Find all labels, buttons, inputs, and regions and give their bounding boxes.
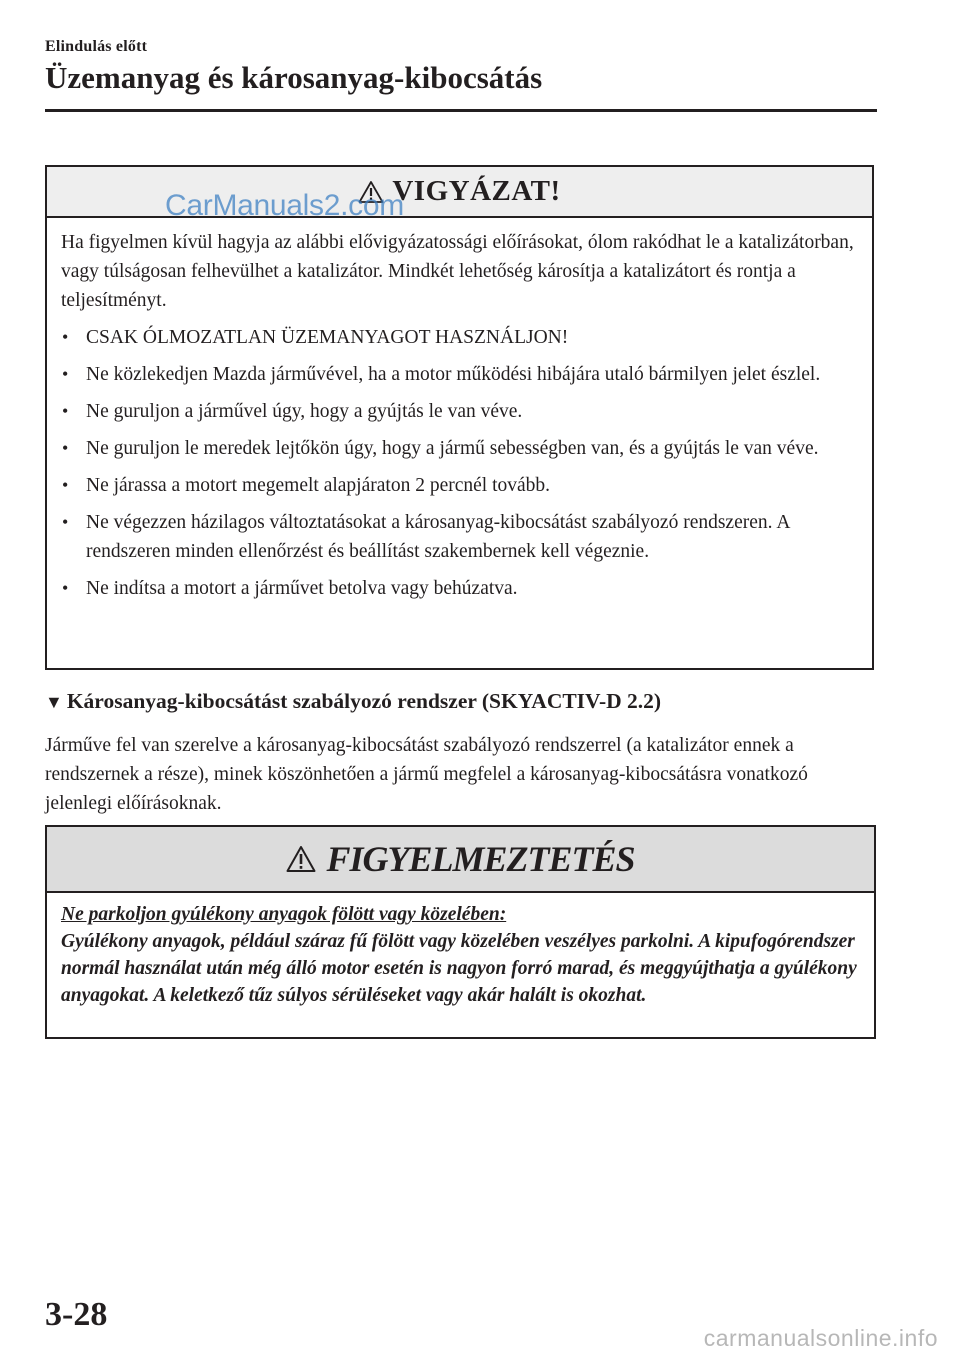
section-heading xyxy=(45,686,875,717)
caution-item xyxy=(61,360,854,389)
caution-item-text: Ne indítsa a motort a járművet betolva vagy behúzatva. xyxy=(86,578,518,599)
bullet-mark: • xyxy=(62,512,69,532)
section-paragraph: Járműve fel van szerelve a károsanyag-kibocsátást szabályozó rendszerrel (a katalizátor ennek a rendszernek a része), minek köszönhetően a jármű megfelel a károsanyag-kibocsátásra vonatkozó jelenlegi előírásoknak. xyxy=(45,735,808,814)
caution-item-text: CSAK ÓLMOZATLAN ÜZEMANYAGOT HASZNÁLJON! xyxy=(86,327,569,348)
caution-title: VIGYÁZAT! xyxy=(392,175,561,207)
bullet-mark: • xyxy=(62,475,69,495)
caution-item-text: Ne végezzen házilagos változtatásokat a károsanyag-kibocsátást szabályozó rendszeren. A rendszeren minden ellenőrzést és beállítást szakembernek kell végeznie. xyxy=(86,512,790,562)
warning-header xyxy=(47,827,874,893)
caution-intro: Ha figyelmen kívül hagyja az alábbi elővigyázatossági előírásokat, ólom rakódhat le a katalizátorban, vagy túlságosan felhevülhet a katalizátor. Mindkét lehetőség károsítja a katalizátort és rontja a teljesítményt. xyxy=(61,232,854,311)
warning-lead: Ne parkoljon gyúlékony anyagok fölött vagy közelében: xyxy=(61,904,507,925)
warning-triangle-icon xyxy=(286,845,316,873)
caution-item xyxy=(61,434,854,463)
caution-item-text: Ne guruljon a járművel úgy, hogy a gyújtás le van véve. xyxy=(86,401,523,422)
caution-header xyxy=(47,167,872,222)
bullet-mark: • xyxy=(62,438,69,458)
caution-item-text: Ne guruljon le meredek lejtőkön úgy, hogy a jármű sebességben van, és a gyújtás le van véve. xyxy=(86,438,819,459)
warning-box xyxy=(45,825,876,1039)
caution-item xyxy=(61,471,854,500)
bullet-mark: • xyxy=(62,364,69,384)
warning-body xyxy=(47,893,874,1009)
caution-body xyxy=(47,218,872,603)
down-triangle-icon: ▼ xyxy=(45,692,63,712)
page-title: Üzemanyag és károsanyag-kibocsátás xyxy=(45,60,543,95)
caution-item xyxy=(61,323,854,352)
caution-item-text: Ne közlekedjen Mazda járművével, ha a motor működési hibájára utaló bármilyen jelet észlel. xyxy=(86,364,821,385)
bullet-mark: • xyxy=(62,578,69,598)
caution-item xyxy=(61,574,854,603)
caution-box xyxy=(45,165,874,670)
watermark: CarManuals2.com xyxy=(165,189,404,222)
section-heading-text: Károsanyag-kibocsátást szabályozó rendszer (SKYACTIV-D 2.2) xyxy=(66,689,662,713)
warning-text: Gyúlékony anyagok, például száraz fű fölött vagy közelében veszélyes parkolni. A kipufogórendszer normál használat után még álló motor esetén is nagyon forró marad, és meggyújthatja a gyúlékony anyagokat. A keletkező tűz súlyos sérüléseket vagy akár halált is okozhat. xyxy=(61,931,857,1006)
caution-item xyxy=(61,397,854,426)
caution-list xyxy=(61,323,854,603)
bullet-mark: • xyxy=(62,401,69,421)
bullet-mark: • xyxy=(62,327,69,347)
section-kicker: Elindulás előtt xyxy=(45,38,148,55)
page-number: 3-28 xyxy=(45,1296,108,1333)
caution-item-text: Ne járassa a motort megemelt alapjáraton 2 percnél tovább. xyxy=(86,475,551,496)
warning-title: FIGYELMEZTETÉS xyxy=(326,839,635,879)
caution-item xyxy=(61,508,854,566)
title-divider xyxy=(45,109,877,112)
footer-watermark: carmanualsonline.info xyxy=(703,1325,938,1351)
